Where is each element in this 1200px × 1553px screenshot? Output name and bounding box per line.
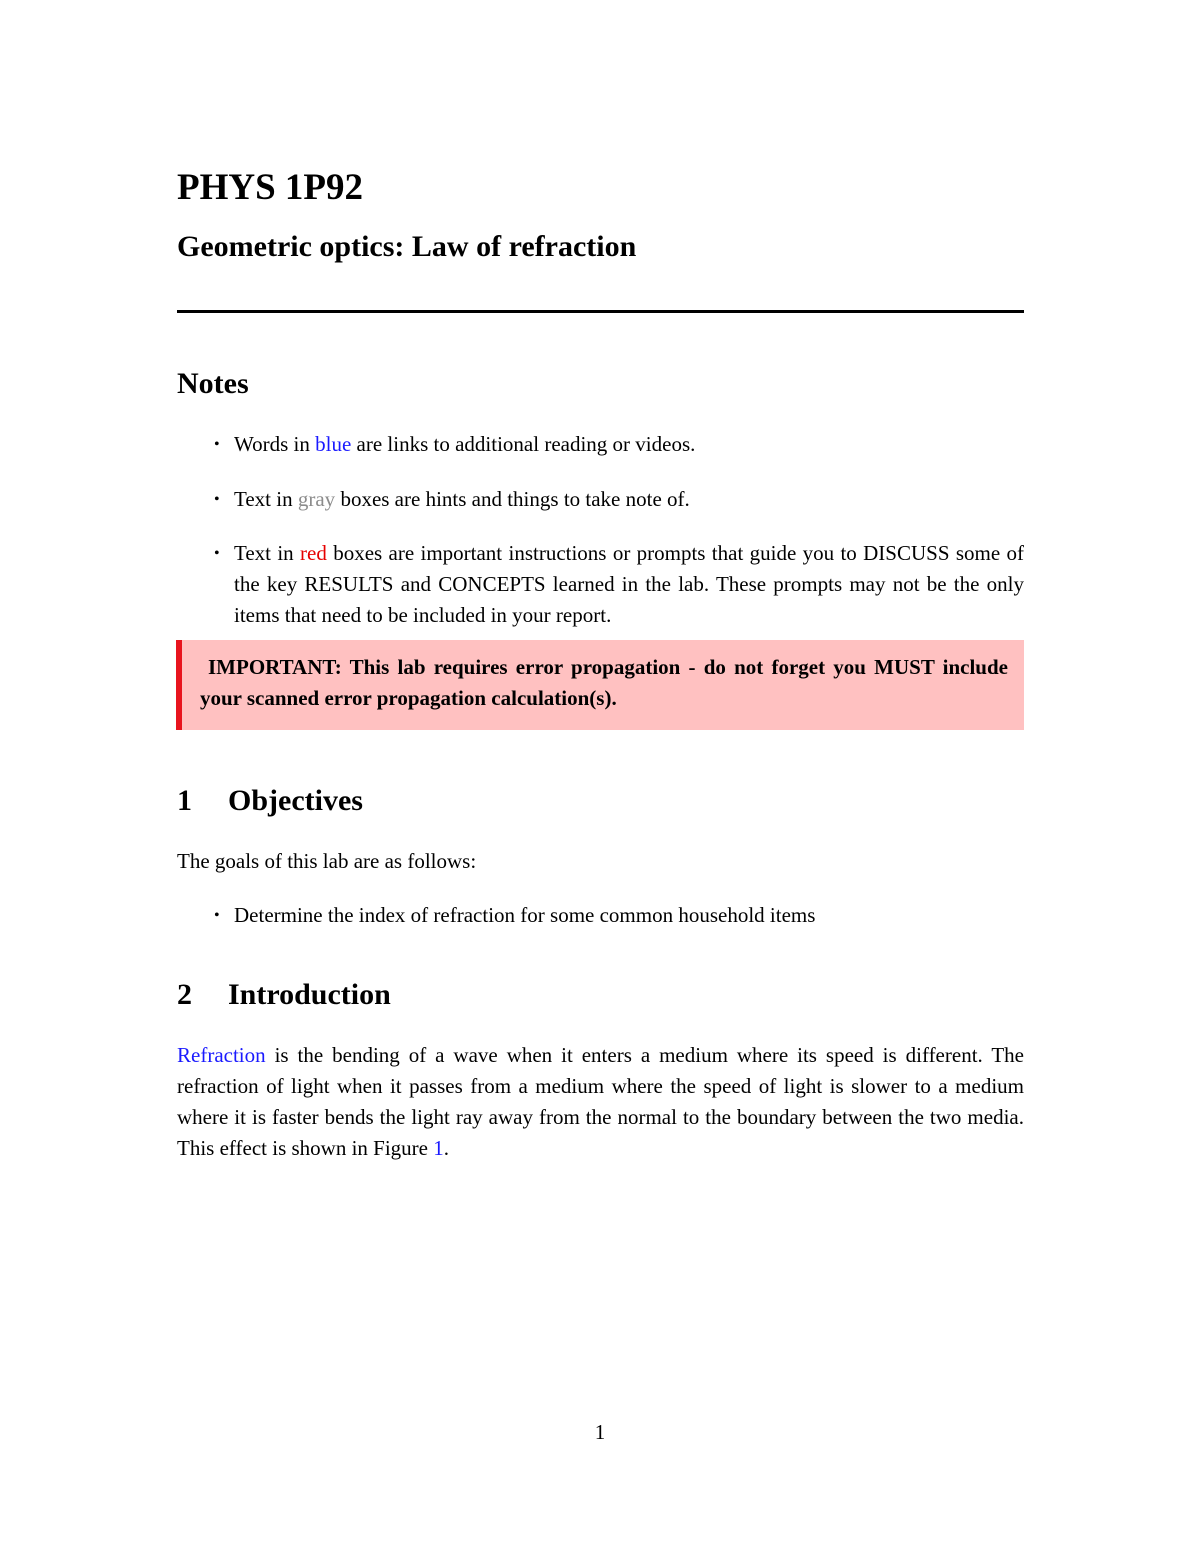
note-text-before: Words in xyxy=(234,432,316,456)
course-title: PHYS 1P92 xyxy=(177,167,364,208)
note-text-after: boxes are important instructions or prompts that guide you to DISCUSS some of the key RESULTS and CONCEPTS learned in the lab. These prompts may not be the only items that need to be included in your report. xyxy=(234,541,1024,627)
section-title: Objectives xyxy=(228,784,363,817)
list-item xyxy=(177,538,1024,631)
bullet-icon: • xyxy=(214,436,220,453)
section-title: Introduction xyxy=(228,978,391,1011)
list-item xyxy=(177,900,1024,931)
list-item xyxy=(177,484,1024,515)
page-number: 1 xyxy=(594,1420,606,1444)
bullet-icon: • xyxy=(214,491,220,508)
section-2-heading xyxy=(177,977,391,1013)
introduction-paragraph xyxy=(177,1040,1024,1164)
figure-reference-link[interactable]: 1 xyxy=(433,1136,444,1160)
note-text-after: are links to additional reading or videos. xyxy=(351,432,696,456)
important-callout-box: IMPORTANT: This lab requires error propagation - do not forget you MUST include your scanned error propagation calculation(s). xyxy=(176,640,1024,730)
title-divider xyxy=(177,310,1024,313)
introduction-end: . xyxy=(443,1136,449,1160)
bullet-icon: • xyxy=(214,907,220,924)
list-item xyxy=(177,429,1024,460)
note-text-after: boxes are hints and things to take note of. xyxy=(335,487,690,511)
objectives-list xyxy=(177,900,1024,931)
introduction-body: is the bending of a wave when it enters a medium where its speed is different. The refraction of light when it passes from a medium where the speed of light is slower to a medium where it is faster bends the light ray away from the normal to the boundary between the two media. This effect is shown in Figure xyxy=(177,1043,1024,1160)
section-number: 1 xyxy=(177,784,192,817)
note-highlight-gray: gray xyxy=(297,487,336,511)
notes-heading: Notes xyxy=(177,367,249,400)
note-highlight-red: red xyxy=(300,541,327,565)
refraction-link[interactable]: Refraction xyxy=(177,1043,266,1067)
bullet-icon: • xyxy=(214,545,220,562)
note-text-before: Text in xyxy=(234,541,301,565)
document-subtitle: Geometric optics: Law of refraction xyxy=(177,230,637,263)
section-number: 2 xyxy=(177,978,192,1011)
notes-list xyxy=(177,429,1024,631)
objective-text: Determine the index of refraction for some common household items xyxy=(234,903,816,927)
objectives-intro: The goals of this lab are as follows: xyxy=(177,849,477,873)
section-1-heading xyxy=(177,783,363,819)
note-text-before: Text in xyxy=(234,487,298,511)
note-link-blue[interactable]: blue xyxy=(315,432,352,456)
